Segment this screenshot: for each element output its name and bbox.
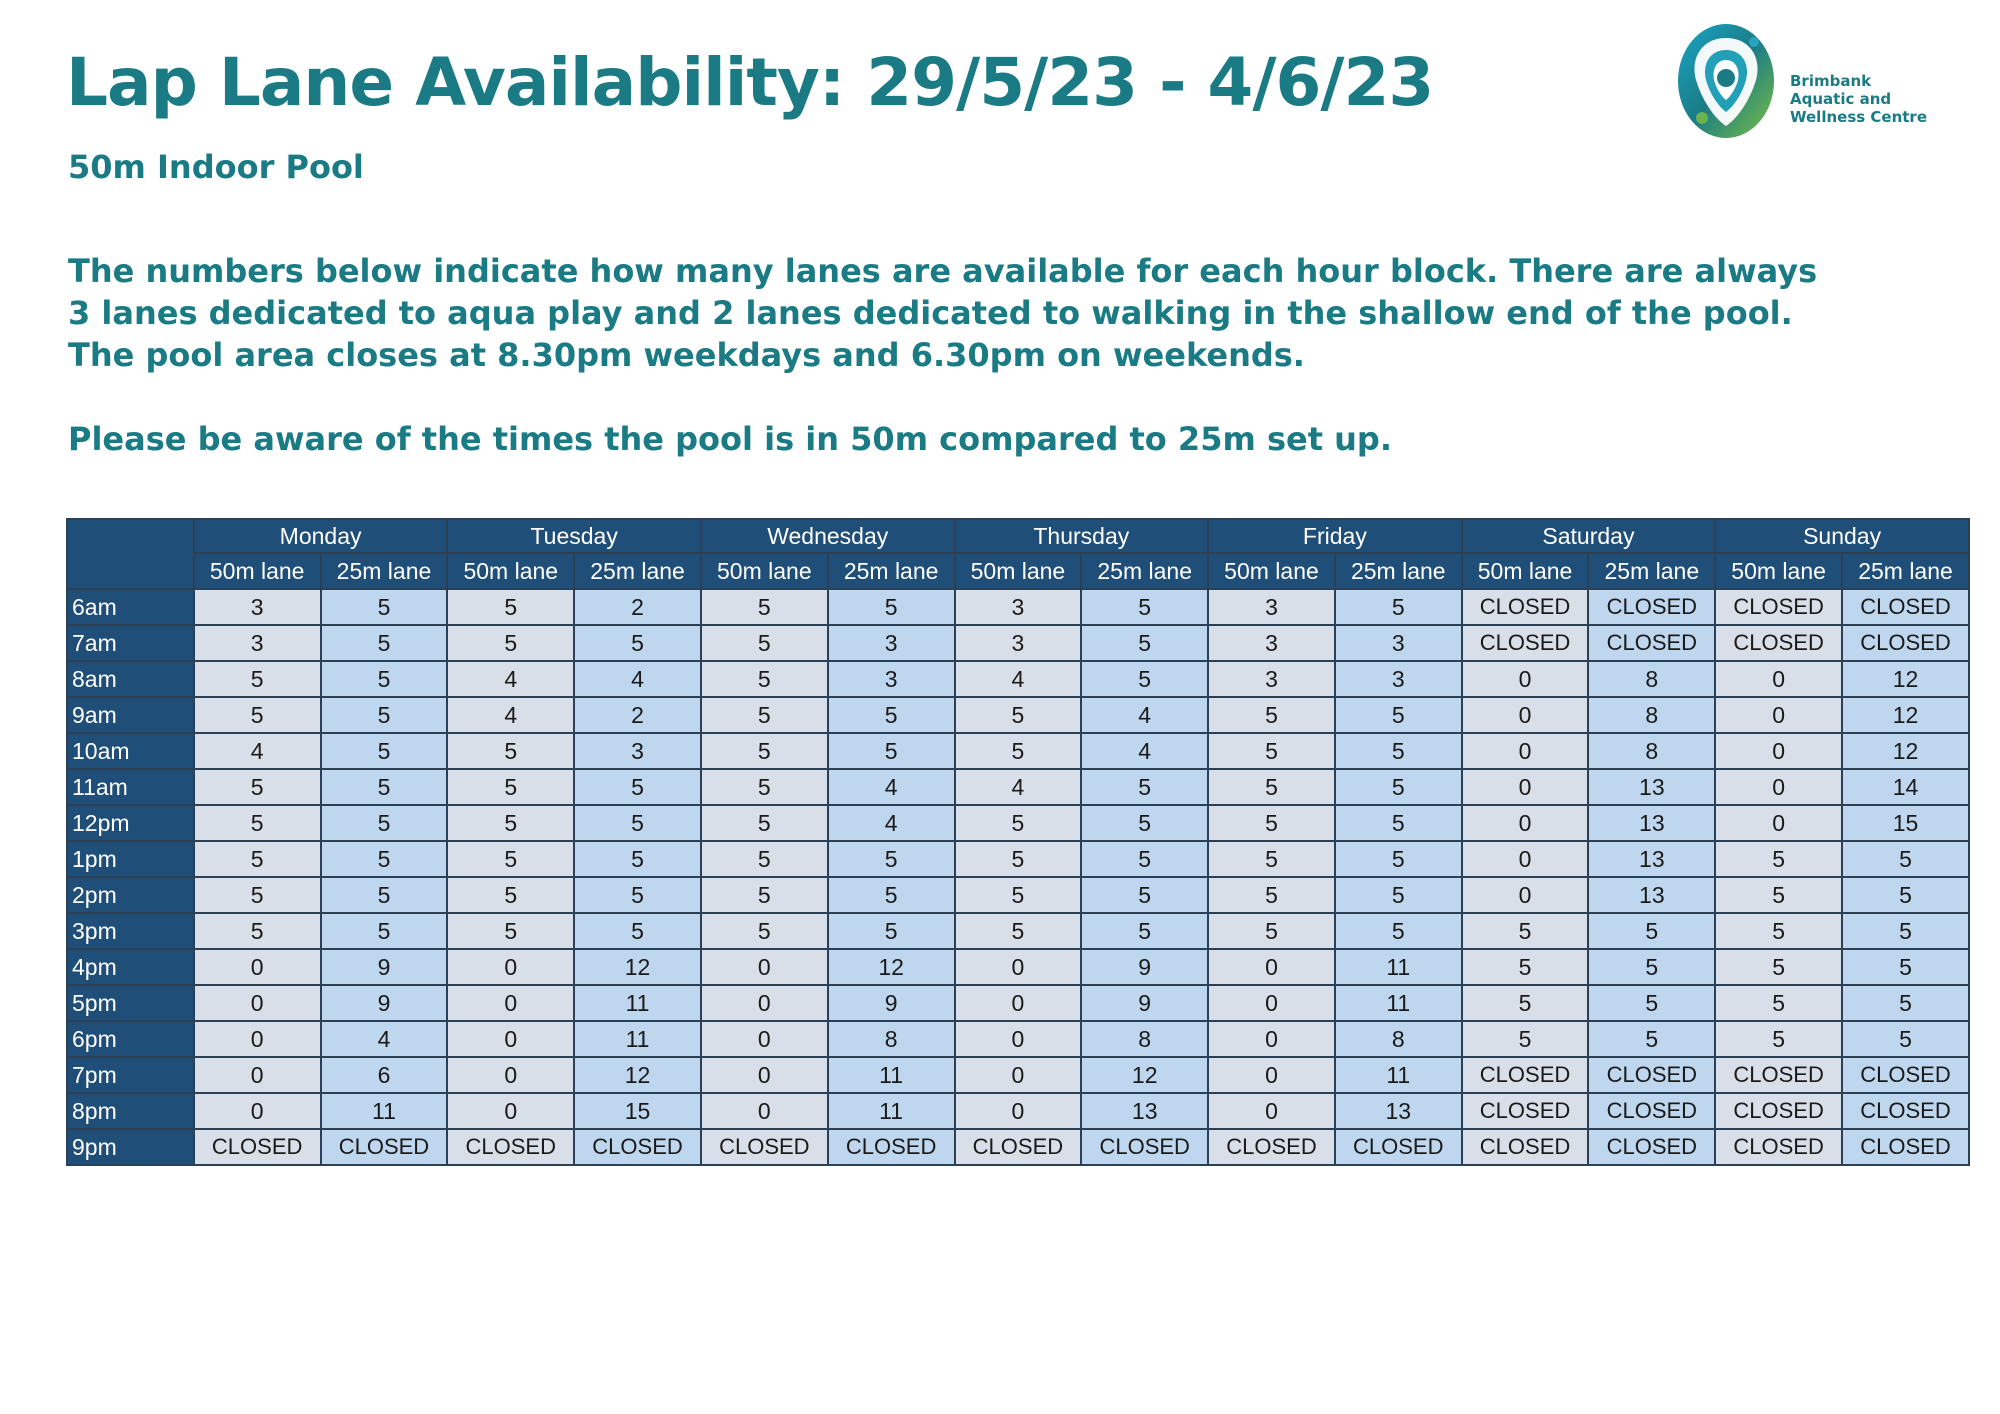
cell-50m-lanes: 0: [1715, 733, 1842, 769]
cell-25m-lanes: 15: [574, 1093, 701, 1129]
cell-25m-lanes: CLOSED: [1842, 1093, 1969, 1129]
cell-50m-lanes: 5: [701, 589, 828, 625]
cell-25m-lanes: 5: [321, 697, 448, 733]
cell-50m-lanes: 0: [194, 949, 321, 985]
cell-25m-lanes: 5: [574, 625, 701, 661]
time-label: 1pm: [67, 841, 194, 877]
cell-25m-lanes: 5: [1588, 913, 1715, 949]
lane-header-25m: 25m lane: [1081, 553, 1208, 589]
cell-50m-lanes: CLOSED: [1715, 1129, 1842, 1165]
cell-25m-lanes: 13: [1588, 841, 1715, 877]
cell-25m-lanes: 13: [1081, 1093, 1208, 1129]
table-row: [67, 841, 1969, 877]
table-row: [67, 697, 1969, 733]
cell-50m-lanes: 5: [1462, 949, 1589, 985]
cell-25m-lanes: 3: [828, 661, 955, 697]
page-subtitle: 50m Indoor Pool: [68, 148, 364, 186]
cell-25m-lanes: 5: [1842, 1021, 1969, 1057]
cell-50m-lanes: 3: [1208, 661, 1335, 697]
cell-50m-lanes: 0: [1715, 769, 1842, 805]
cell-50m-lanes: 0: [701, 985, 828, 1021]
cell-50m-lanes: 5: [1208, 913, 1335, 949]
cell-25m-lanes: 11: [574, 1021, 701, 1057]
cell-25m-lanes: 5: [321, 769, 448, 805]
cell-25m-lanes: 5: [1335, 589, 1462, 625]
cell-50m-lanes: 0: [194, 985, 321, 1021]
day-header-tuesday: Tuesday: [447, 519, 701, 553]
cell-25m-lanes: 11: [1335, 1057, 1462, 1093]
cell-25m-lanes: 5: [1081, 589, 1208, 625]
cell-25m-lanes: 8: [1335, 1021, 1462, 1057]
cell-25m-lanes: 5: [321, 625, 448, 661]
cell-25m-lanes: CLOSED: [574, 1129, 701, 1165]
cell-50m-lanes: 5: [1208, 697, 1335, 733]
logo-mark-icon: [1676, 22, 1776, 140]
cell-50m-lanes: 5: [701, 805, 828, 841]
time-label: 9pm: [67, 1129, 194, 1165]
time-label: 6pm: [67, 1021, 194, 1057]
cell-25m-lanes: CLOSED: [1842, 1129, 1969, 1165]
lane-header-25m: 25m lane: [1335, 553, 1462, 589]
cell-50m-lanes: 5: [701, 841, 828, 877]
cell-50m-lanes: 4: [447, 697, 574, 733]
cell-25m-lanes: 9: [1081, 985, 1208, 1021]
cell-50m-lanes: 5: [447, 913, 574, 949]
time-label: 12pm: [67, 805, 194, 841]
cell-50m-lanes: CLOSED: [1715, 1093, 1842, 1129]
cell-25m-lanes: 5: [1588, 949, 1715, 985]
cell-50m-lanes: 0: [1208, 1093, 1335, 1129]
cell-50m-lanes: 5: [1715, 949, 1842, 985]
cell-50m-lanes: CLOSED: [1715, 589, 1842, 625]
cell-25m-lanes: 5: [321, 805, 448, 841]
cell-50m-lanes: 5: [955, 841, 1082, 877]
cell-25m-lanes: 5: [321, 841, 448, 877]
cell-50m-lanes: 5: [955, 877, 1082, 913]
table-row: [67, 733, 1969, 769]
lane-header-50m: 50m lane: [955, 553, 1082, 589]
cell-50m-lanes: CLOSED: [447, 1129, 574, 1165]
cell-25m-lanes: 5: [828, 697, 955, 733]
day-header-thursday: Thursday: [955, 519, 1209, 553]
brand-logo: [1676, 22, 1956, 142]
cell-25m-lanes: CLOSED: [1588, 1093, 1715, 1129]
cell-50m-lanes: 0: [955, 1021, 1082, 1057]
cell-50m-lanes: CLOSED: [1462, 1093, 1589, 1129]
cell-50m-lanes: CLOSED: [701, 1129, 828, 1165]
cell-25m-lanes: 4: [574, 661, 701, 697]
cell-25m-lanes: 4: [1081, 697, 1208, 733]
cell-25m-lanes: 3: [574, 733, 701, 769]
cell-25m-lanes: CLOSED: [1588, 1057, 1715, 1093]
cell-25m-lanes: 11: [828, 1093, 955, 1129]
cell-50m-lanes: 5: [1715, 841, 1842, 877]
cell-50m-lanes: 5: [194, 805, 321, 841]
cell-50m-lanes: 5: [955, 733, 1082, 769]
cell-50m-lanes: 5: [194, 877, 321, 913]
cell-50m-lanes: 0: [194, 1093, 321, 1129]
time-label: 10am: [67, 733, 194, 769]
cell-25m-lanes: 13: [1588, 877, 1715, 913]
cell-25m-lanes: CLOSED: [1842, 589, 1969, 625]
cell-25m-lanes: CLOSED: [1842, 1057, 1969, 1093]
cell-50m-lanes: 0: [447, 1093, 574, 1129]
lane-header-50m: 50m lane: [1208, 553, 1335, 589]
cell-50m-lanes: 5: [1462, 985, 1589, 1021]
table-row: [67, 949, 1969, 985]
cell-50m-lanes: 0: [1715, 697, 1842, 733]
lane-availability-table: [66, 518, 1970, 1166]
lane-header-50m: 50m lane: [701, 553, 828, 589]
cell-50m-lanes: CLOSED: [1462, 625, 1589, 661]
cell-50m-lanes: CLOSED: [1715, 625, 1842, 661]
cell-50m-lanes: 5: [1208, 841, 1335, 877]
cell-50m-lanes: 5: [1715, 1021, 1842, 1057]
time-label: 3pm: [67, 913, 194, 949]
table-row: [67, 877, 1969, 913]
cell-25m-lanes: 3: [1335, 661, 1462, 697]
cell-50m-lanes: 5: [447, 841, 574, 877]
cell-50m-lanes: 5: [194, 841, 321, 877]
cell-25m-lanes: 11: [1335, 985, 1462, 1021]
cell-50m-lanes: 3: [955, 625, 1082, 661]
cell-50m-lanes: 0: [955, 1057, 1082, 1093]
cell-25m-lanes: 11: [828, 1057, 955, 1093]
cell-25m-lanes: 12: [1842, 661, 1969, 697]
cell-50m-lanes: 0: [1715, 661, 1842, 697]
cell-50m-lanes: 5: [701, 697, 828, 733]
cell-25m-lanes: 5: [1588, 1021, 1715, 1057]
cell-50m-lanes: 5: [194, 661, 321, 697]
corner-cell: [67, 519, 194, 589]
cell-50m-lanes: 0: [701, 1093, 828, 1129]
table-row: [67, 805, 1969, 841]
cell-25m-lanes: 5: [321, 913, 448, 949]
cell-50m-lanes: CLOSED: [194, 1129, 321, 1165]
time-label: 6am: [67, 589, 194, 625]
cell-25m-lanes: 13: [1588, 805, 1715, 841]
cell-50m-lanes: 4: [955, 769, 1082, 805]
cell-50m-lanes: 5: [1715, 877, 1842, 913]
table-row: [67, 625, 1969, 661]
cell-50m-lanes: 5: [701, 877, 828, 913]
cell-25m-lanes: 5: [828, 877, 955, 913]
cell-50m-lanes: 0: [1208, 1057, 1335, 1093]
cell-50m-lanes: 3: [1208, 625, 1335, 661]
cell-25m-lanes: 5: [1081, 769, 1208, 805]
cell-50m-lanes: 0: [701, 1021, 828, 1057]
cell-50m-lanes: CLOSED: [1715, 1057, 1842, 1093]
cell-25m-lanes: 2: [574, 697, 701, 733]
cell-50m-lanes: 0: [1462, 733, 1589, 769]
cell-50m-lanes: 0: [447, 949, 574, 985]
cell-25m-lanes: CLOSED: [1588, 625, 1715, 661]
cell-25m-lanes: 5: [1081, 841, 1208, 877]
cell-25m-lanes: 5: [574, 769, 701, 805]
time-label: 7pm: [67, 1057, 194, 1093]
cell-25m-lanes: 5: [828, 913, 955, 949]
cell-25m-lanes: 8: [1588, 697, 1715, 733]
cell-25m-lanes: 8: [1588, 733, 1715, 769]
table-row: [67, 985, 1969, 1021]
cell-50m-lanes: 5: [447, 877, 574, 913]
cell-25m-lanes: 5: [1081, 625, 1208, 661]
cell-50m-lanes: 5: [194, 697, 321, 733]
lane-header-25m: 25m lane: [828, 553, 955, 589]
cell-25m-lanes: 8: [828, 1021, 955, 1057]
cell-50m-lanes: 3: [194, 589, 321, 625]
cell-25m-lanes: 5: [1335, 697, 1462, 733]
description-line: 3 lanes dedicated to aqua play and 2 lanes dedicated to walking in the shallow end of the pool.: [68, 294, 1793, 332]
time-label: 9am: [67, 697, 194, 733]
cell-50m-lanes: CLOSED: [1462, 1129, 1589, 1165]
cell-50m-lanes: 5: [447, 733, 574, 769]
cell-25m-lanes: 5: [1335, 877, 1462, 913]
cell-25m-lanes: 5: [321, 877, 448, 913]
cell-25m-lanes: 5: [1335, 769, 1462, 805]
cell-50m-lanes: 5: [955, 913, 1082, 949]
lane-header-25m: 25m lane: [1842, 553, 1969, 589]
cell-50m-lanes: CLOSED: [1208, 1129, 1335, 1165]
cell-25m-lanes: 5: [1335, 913, 1462, 949]
cell-25m-lanes: 12: [574, 949, 701, 985]
lane-header-25m: 25m lane: [1588, 553, 1715, 589]
cell-25m-lanes: 5: [574, 805, 701, 841]
lane-header-25m: 25m lane: [321, 553, 448, 589]
cell-25m-lanes: CLOSED: [1335, 1129, 1462, 1165]
cell-50m-lanes: 5: [1715, 913, 1842, 949]
cell-50m-lanes: 0: [1208, 949, 1335, 985]
cell-50m-lanes: 0: [194, 1057, 321, 1093]
cell-25m-lanes: 5: [1842, 949, 1969, 985]
cell-50m-lanes: 5: [701, 661, 828, 697]
cell-25m-lanes: 9: [321, 985, 448, 1021]
cell-25m-lanes: 5: [828, 589, 955, 625]
cell-25m-lanes: 15: [1842, 805, 1969, 841]
cell-50m-lanes: 5: [955, 805, 1082, 841]
lane-header-50m: 50m lane: [447, 553, 574, 589]
cell-25m-lanes: 4: [828, 805, 955, 841]
cell-25m-lanes: 11: [574, 985, 701, 1021]
cell-50m-lanes: CLOSED: [1462, 589, 1589, 625]
table-row: [67, 1057, 1969, 1093]
cell-25m-lanes: CLOSED: [1081, 1129, 1208, 1165]
cell-50m-lanes: 5: [701, 625, 828, 661]
cell-50m-lanes: 0: [1462, 877, 1589, 913]
cell-25m-lanes: 13: [1335, 1093, 1462, 1129]
cell-25m-lanes: 9: [321, 949, 448, 985]
cell-25m-lanes: 2: [574, 589, 701, 625]
cell-25m-lanes: 5: [574, 877, 701, 913]
cell-50m-lanes: 5: [701, 913, 828, 949]
cell-50m-lanes: 0: [447, 985, 574, 1021]
cell-25m-lanes: CLOSED: [1588, 589, 1715, 625]
logo-line: Brimbank: [1790, 72, 1872, 90]
day-header-monday: Monday: [194, 519, 448, 553]
cell-50m-lanes: 0: [701, 949, 828, 985]
cell-25m-lanes: 11: [321, 1093, 448, 1129]
time-label: 7am: [67, 625, 194, 661]
cell-50m-lanes: 0: [955, 949, 1082, 985]
cell-25m-lanes: 5: [1842, 985, 1969, 1021]
lane-header-50m: 50m lane: [1462, 553, 1589, 589]
cell-50m-lanes: 0: [194, 1021, 321, 1057]
cell-50m-lanes: 5: [447, 589, 574, 625]
cell-25m-lanes: 5: [321, 589, 448, 625]
cell-50m-lanes: 0: [701, 1057, 828, 1093]
cell-50m-lanes: 0: [1462, 805, 1589, 841]
table-row: [67, 1129, 1969, 1165]
cell-25m-lanes: 12: [828, 949, 955, 985]
cell-50m-lanes: 0: [955, 985, 1082, 1021]
cell-50m-lanes: 4: [447, 661, 574, 697]
cell-50m-lanes: 0: [1462, 661, 1589, 697]
cell-50m-lanes: 5: [1208, 877, 1335, 913]
lane-header-25m: 25m lane: [574, 553, 701, 589]
cell-50m-lanes: 0: [447, 1021, 574, 1057]
cell-50m-lanes: 5: [701, 733, 828, 769]
cell-25m-lanes: 5: [1842, 913, 1969, 949]
cell-25m-lanes: 3: [1335, 625, 1462, 661]
cell-25m-lanes: 12: [1842, 697, 1969, 733]
cell-50m-lanes: 3: [194, 625, 321, 661]
day-header-wednesday: Wednesday: [701, 519, 955, 553]
cell-25m-lanes: 5: [1335, 733, 1462, 769]
cell-25m-lanes: 4: [1081, 733, 1208, 769]
cell-25m-lanes: 9: [828, 985, 955, 1021]
lane-header-row: [67, 553, 1969, 589]
time-label: 5pm: [67, 985, 194, 1021]
cell-25m-lanes: 5: [1335, 805, 1462, 841]
cell-25m-lanes: 5: [1842, 877, 1969, 913]
cell-50m-lanes: 5: [1208, 769, 1335, 805]
time-label: 8pm: [67, 1093, 194, 1129]
cell-50m-lanes: 5: [447, 625, 574, 661]
table-row: [67, 1093, 1969, 1129]
cell-25m-lanes: 8: [1081, 1021, 1208, 1057]
table-row: [67, 1021, 1969, 1057]
table-row: [67, 589, 1969, 625]
cell-25m-lanes: 5: [828, 841, 955, 877]
cell-50m-lanes: 5: [447, 805, 574, 841]
cell-50m-lanes: 5: [194, 913, 321, 949]
cell-50m-lanes: 3: [1208, 589, 1335, 625]
description-line: The numbers below indicate how many lanes are available for each hour block. There are always: [68, 252, 1818, 290]
table-row: [67, 769, 1969, 805]
logo-line: Aquatic and: [1790, 90, 1892, 108]
cell-25m-lanes: 12: [1842, 733, 1969, 769]
cell-25m-lanes: 9: [1081, 949, 1208, 985]
cell-25m-lanes: 3: [828, 625, 955, 661]
cell-25m-lanes: 12: [574, 1057, 701, 1093]
cell-25m-lanes: 5: [1081, 877, 1208, 913]
cell-50m-lanes: 4: [955, 661, 1082, 697]
cell-25m-lanes: 5: [828, 733, 955, 769]
setup-notice: Please be aware of the times the pool is in 50m compared to 25m set up.: [68, 420, 1392, 458]
cell-25m-lanes: CLOSED: [1588, 1129, 1715, 1165]
table-row: [67, 661, 1969, 697]
lane-header-50m: 50m lane: [1715, 553, 1842, 589]
cell-25m-lanes: CLOSED: [321, 1129, 448, 1165]
cell-50m-lanes: CLOSED: [955, 1129, 1082, 1165]
cell-50m-lanes: 5: [1208, 805, 1335, 841]
cell-25m-lanes: 5: [1081, 805, 1208, 841]
cell-50m-lanes: 0: [1208, 1021, 1335, 1057]
description-line: The pool area closes at 8.30pm weekdays and 6.30pm on weekends.: [68, 336, 1305, 374]
day-header-saturday: Saturday: [1462, 519, 1716, 553]
cell-50m-lanes: 0: [1462, 697, 1589, 733]
cell-50m-lanes: 0: [1462, 769, 1589, 805]
cell-25m-lanes: 5: [1335, 841, 1462, 877]
time-label: 2pm: [67, 877, 194, 913]
cell-25m-lanes: CLOSED: [828, 1129, 955, 1165]
cell-25m-lanes: 11: [1335, 949, 1462, 985]
table-row: [67, 913, 1969, 949]
cell-50m-lanes: 0: [1462, 841, 1589, 877]
cell-25m-lanes: CLOSED: [1842, 625, 1969, 661]
cell-50m-lanes: 5: [1715, 985, 1842, 1021]
lane-header-50m: 50m lane: [194, 553, 321, 589]
cell-50m-lanes: 3: [955, 589, 1082, 625]
cell-50m-lanes: 5: [1208, 733, 1335, 769]
cell-50m-lanes: 5: [447, 769, 574, 805]
cell-50m-lanes: 5: [1462, 913, 1589, 949]
cell-25m-lanes: 5: [574, 913, 701, 949]
cell-50m-lanes: 5: [955, 697, 1082, 733]
cell-25m-lanes: 5: [321, 661, 448, 697]
logo-wordmark: [1790, 72, 1927, 126]
cell-25m-lanes: 5: [1588, 985, 1715, 1021]
cell-50m-lanes: CLOSED: [1462, 1057, 1589, 1093]
cell-25m-lanes: 5: [321, 733, 448, 769]
cell-50m-lanes: 5: [701, 769, 828, 805]
cell-50m-lanes: 5: [1462, 1021, 1589, 1057]
page-title: Lap Lane Availability: 29/5/23 - 4/6/23: [66, 44, 1434, 121]
cell-25m-lanes: 6: [321, 1057, 448, 1093]
cell-25m-lanes: 5: [1842, 841, 1969, 877]
day-header-sunday: Sunday: [1715, 519, 1969, 553]
cell-50m-lanes: 0: [1208, 985, 1335, 1021]
cell-25m-lanes: 5: [1081, 661, 1208, 697]
cell-50m-lanes: 5: [194, 769, 321, 805]
cell-50m-lanes: 0: [447, 1057, 574, 1093]
cell-25m-lanes: 5: [1081, 913, 1208, 949]
cell-25m-lanes: 14: [1842, 769, 1969, 805]
cell-25m-lanes: 5: [574, 841, 701, 877]
cell-50m-lanes: 4: [194, 733, 321, 769]
cell-25m-lanes: 4: [321, 1021, 448, 1057]
cell-50m-lanes: 0: [955, 1093, 1082, 1129]
description: [68, 250, 1948, 460]
cell-25m-lanes: 12: [1081, 1057, 1208, 1093]
cell-50m-lanes: 0: [1715, 805, 1842, 841]
day-header-row: [67, 519, 1969, 553]
logo-line: Wellness Centre: [1790, 108, 1927, 126]
day-header-friday: Friday: [1208, 519, 1462, 553]
cell-25m-lanes: 13: [1588, 769, 1715, 805]
cell-25m-lanes: 8: [1588, 661, 1715, 697]
time-label: 8am: [67, 661, 194, 697]
cell-25m-lanes: 4: [828, 769, 955, 805]
time-label: 4pm: [67, 949, 194, 985]
time-label: 11am: [67, 769, 194, 805]
